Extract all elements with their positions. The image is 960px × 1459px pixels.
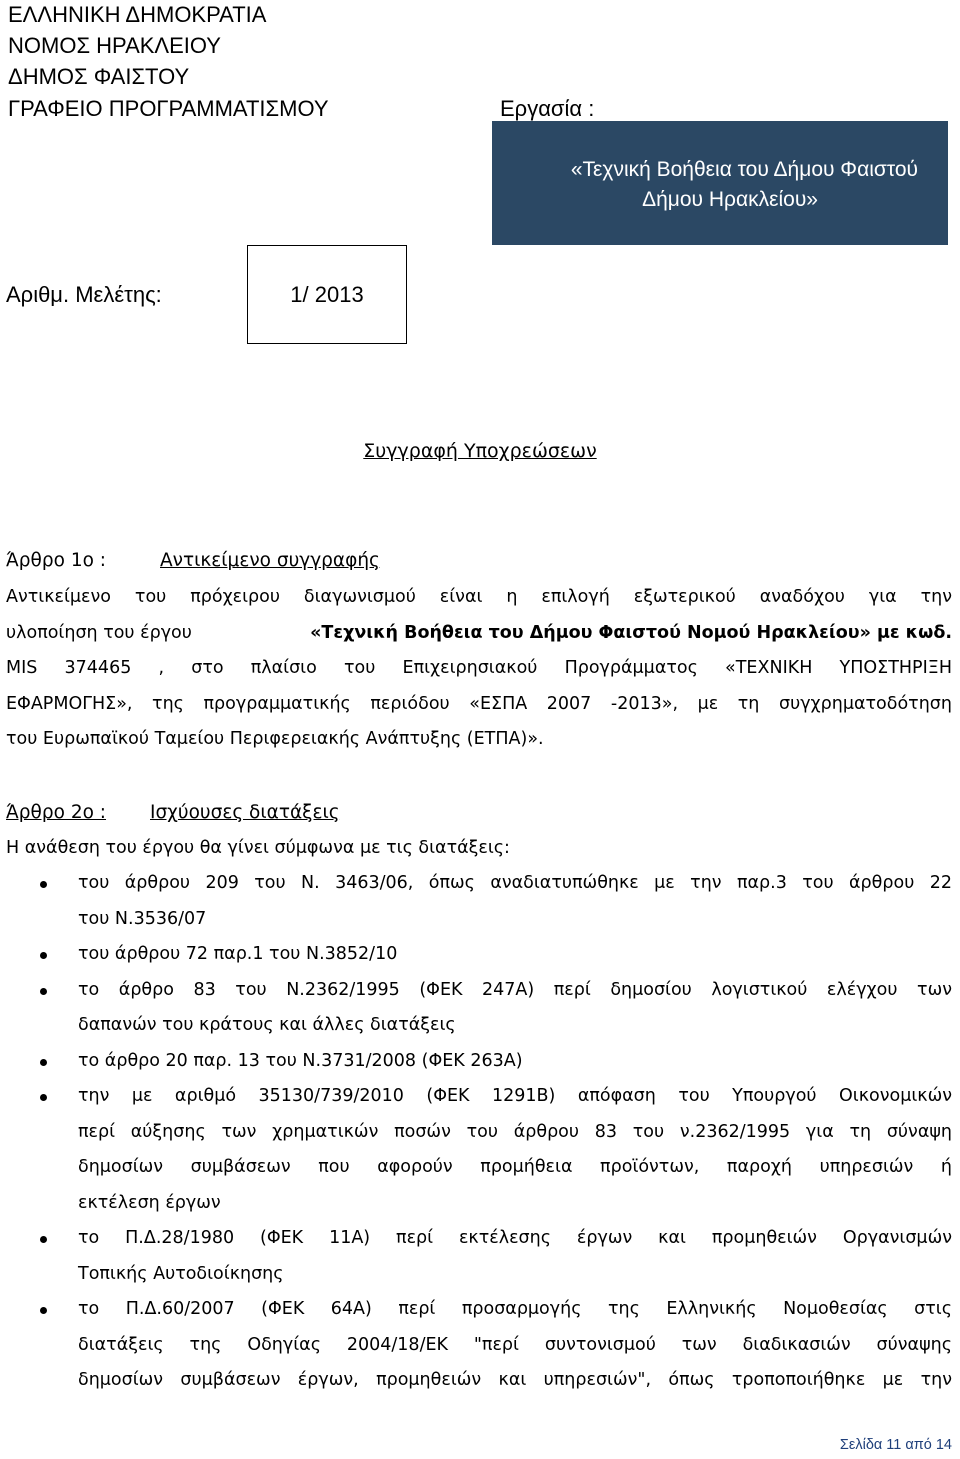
article1-project-name: «Τεχνική Βοήθεια του Δήμου Φαιστού Νομού Ηρακλείου» με κωδ. — [310, 622, 952, 643]
study-number-label: Αριθμ. Μελέτης: — [6, 282, 162, 307]
list-item: την με αριθμό 35130/739/2010 (ΦΕΚ 1291Β) απόφαση του Υπουργού Οικονομικών περί αύξησης των χρηματικών ποσών του άρθρου 83 του ν.2362/1995 για τη σύναψη δημοσίων συμβάσεων που αφορούν προμήθεια προϊόντων, παροχή υπηρεσιών ή εκτέλεση έργων — [40, 1079, 952, 1221]
work-title-line1: «Τεχνική Βοήθεια του Δήμου Φαιστού — [570, 158, 918, 181]
article1-line2 — [6, 616, 952, 652]
document-title: Συγγραφή Υποχρεώσεων — [363, 440, 597, 462]
article1-paragraph — [6, 580, 952, 758]
work-title-box — [492, 121, 948, 245]
header-office: ΓΡΑΦΕΙΟ ΠΡΟΓΡΑΜΜΑΤΙΣΜΟΥ — [8, 96, 329, 121]
header-republic: ΕΛΛΗΝΙΚΗ ΔΗΜΟΚΡΑΤΙΑ — [8, 2, 267, 27]
work-label: Εργασία : — [500, 96, 595, 121]
list-item: το Π.Δ.60/2007 (ΦΕΚ 64Α) περί προσαρμογής της Ελληνικής Νομοθεσίας στις διατάξεις της Οδηγίας 2004/18/ΕΚ "περί συντονισμού των διαδικασιών σύναψης δημοσίων συμβάσεων έργων, προμηθειών και υπηρεσιών", όπως τροποποιήθηκε με την — [40, 1292, 952, 1399]
article1-title: Αντικείμενο συγγραφής — [160, 550, 380, 571]
article2-title: Ισχύουσες διατάξεις — [150, 802, 340, 823]
article1-line3: MIS 374465 , στο πλαίσιο του Επιχειρησιακού Προγράμματος «ΤΕΧΝΙΚΗ ΥΠΟΣΤΗΡΙΞΗ — [6, 658, 952, 678]
header-prefecture: ΝΟΜΟΣ ΗΡΑΚΛΕΙΟΥ — [8, 33, 221, 58]
article2-intro: Η ανάθεση του έργου θα γίνει σύμφωνα με τις διατάξεις: — [6, 838, 510, 858]
header-municipality: ΔΗΜΟΣ ΦΑΙΣΤΟΥ — [8, 64, 190, 89]
article1-line5: του Ευρωπαϊκού Ταμείου Περιφερειακής Ανάπτυξης (ΕΤΠΑ)». — [6, 729, 544, 749]
list-item: το άρθρο 20 παρ. 13 του Ν.3731/2008 (ΦΕΚ 263Α) — [40, 1044, 952, 1080]
list-item: του άρθρου 72 παρ.1 του Ν.3852/10 — [40, 937, 952, 973]
page-number: Σελίδα 11 από 14 — [839, 1437, 952, 1453]
list-item: το άρθρο 83 του Ν.2362/1995 (ΦΕΚ 247Α) περί δημοσίου λογιστικού ελέγχου των δαπανών του κράτους και άλλες διατάξεις — [40, 973, 952, 1044]
study-number-value: 1/ 2013 — [290, 281, 364, 307]
study-number-box — [247, 245, 407, 344]
article2-number: Άρθρο 2ο : — [6, 802, 107, 823]
work-title-line2: Δήμου Ηρακλείου» — [642, 188, 818, 211]
article1-line4: ΕΦΑΡΜΟΓΗΣ», της προγραμματικής περιόδου «ΕΣΠΑ 2007 -2013», με τη συγχρηματοδότηση — [6, 693, 952, 714]
article1-number: Άρθρο 1ο : — [6, 550, 107, 571]
article1-line1: Αντικείμενο του πρόχειρου διαγωνισμού είναι η επιλογή εξωτερικού αναδόχου για την — [6, 587, 952, 607]
provisions-list — [40, 866, 952, 1399]
list-item: του άρθρου 209 του Ν. 3463/06, όπως αναδιατυπώθηκε με την παρ.3 του άρθρου 22 του Ν.3536/07 — [40, 866, 952, 937]
list-item: το Π.Δ.28/1980 (ΦΕΚ 11Α) περί εκτέλεσης έργων και προμηθειών Οργανισμών Τοπικής Αυτοδιοίκησης — [40, 1221, 952, 1292]
article1-line2-a: υλοποίηση του έργου — [6, 622, 192, 643]
